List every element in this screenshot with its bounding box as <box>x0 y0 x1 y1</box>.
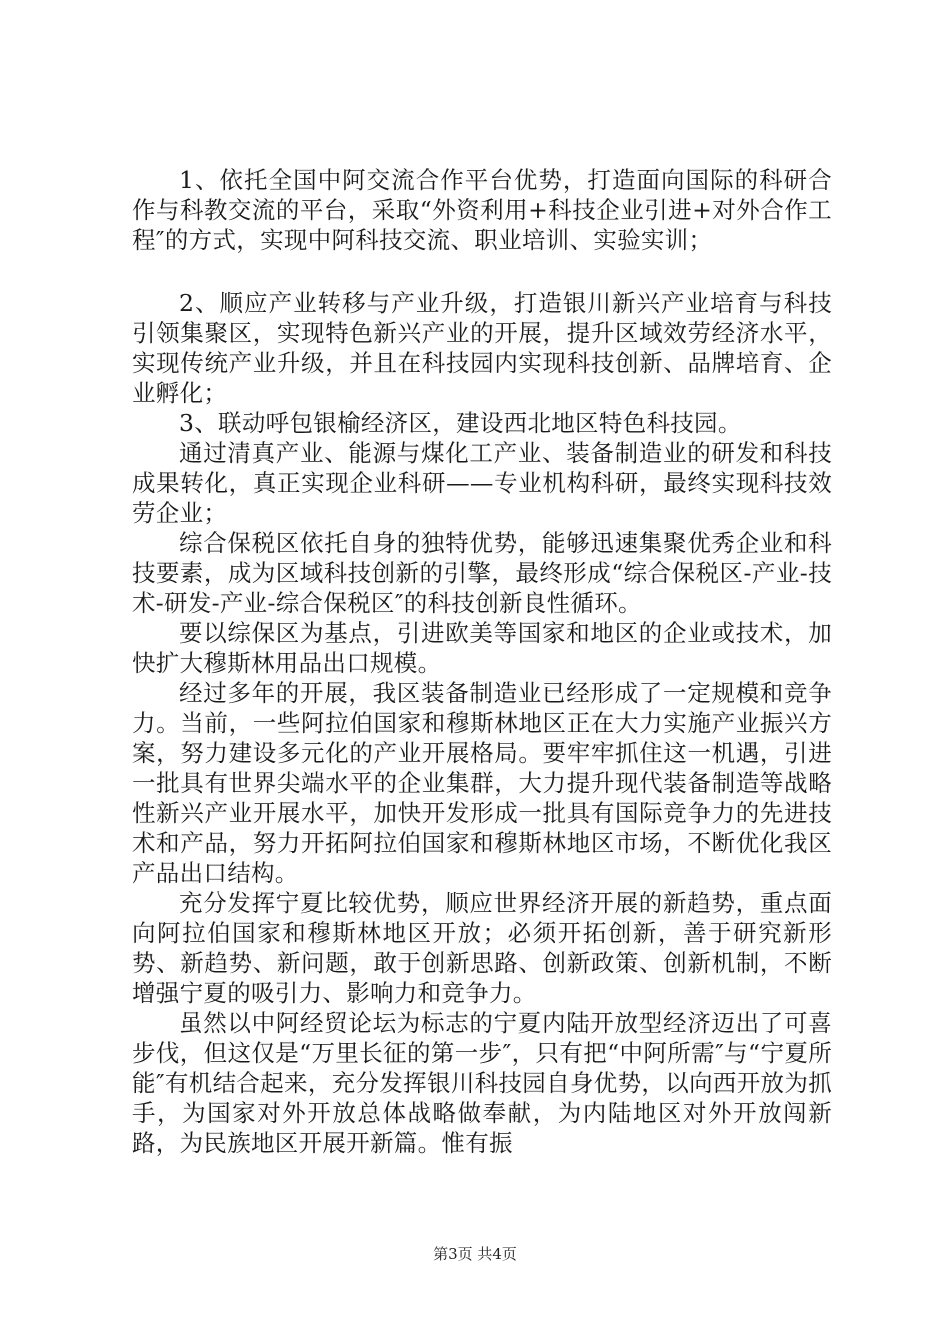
paragraph-6: 要以综保区为基点，引进欧美等国家和地区的企业或技术，加快扩大穆斯林用品出口规模。 <box>132 619 832 677</box>
paragraph-2: 2、顺应产业转移与产业升级，打造银川新兴产业培育与科技引领集聚区，实现特色新兴产业的开展，提升区域效劳经济水平，实现传统产业升级，并且在科技园内实现科技创新、品牌培育、企业孵化； <box>132 289 832 407</box>
paragraph-4: 通过清真产业、能源与煤化工产业、装备制造业的研发和科技成果转化，真正实现企业科研——专业机构科研，最终实现科技效劳企业； <box>132 439 832 527</box>
paragraph-1: 1、依托全国中阿交流合作平台优势，打造面向国际的科研合作与科教交流的平台，采取“外资利用+科技企业引进+对外合作工程″的方式，实现中阿科技交流、职业培训、实验实训； <box>132 166 832 254</box>
paragraph-5: 综合保税区依托自身的独特优势，能够迅速集聚优秀企业和科技要素，成为区域科技创新的引擎，最终形成“综合保税区-产业-技术-研发-产业-综合保税区″的科技创新良性循环。 <box>132 529 832 617</box>
paragraph-3: 3、联动呼包银榆经济区，建设西北地区特色科技园。 <box>179 409 742 437</box>
paragraph-7: 经过多年的开展，我区装备制造业已经形成了一定规模和竞争力。当前，一些阿拉伯国家和穆斯林地区正在大力实施产业振兴方案，努力建设多元化的产业开展格局。要牢牢抓住这一机遇，引进一批具有世界尖端水平的企业集群，大力提升现代装备制造等战略性新兴产业开展水平，加快开发形成一批具有国际竞争力的先进技术和产品，努力开拓阿拉伯国家和穆斯林地区市场，不断优化我区产品出口结构。 <box>132 679 832 887</box>
paragraph-8: 充分发挥宁夏比较优势，顺应世界经济开展的新趋势，重点面向阿拉伯国家和穆斯林地区开放；必须开拓创新，善于研究新形势、新趋势、新问题，敢于创新思路、创新政策、创新机制，不断增强宁夏的吸引力、影响力和竞争力。 <box>132 889 832 1007</box>
document-body <box>132 165 832 1158</box>
paragraph-9: 虽然以中阿经贸论坛为标志的宁夏内陆开放型经济迈出了可喜步伐，但这仅是“万里长征的第一步″，只有把“中阿所需″与“宁夏所能″有机结合起来，充分发挥银川科技园自身优势，以向西开放为抓手，为国家对外开放总体战略做奉献，为内陆地区对外开放闯新路，为民族地区开展开新篇。惟有振 <box>132 1009 832 1157</box>
page-number-footer: 第3页 共4页 <box>433 1245 517 1263</box>
